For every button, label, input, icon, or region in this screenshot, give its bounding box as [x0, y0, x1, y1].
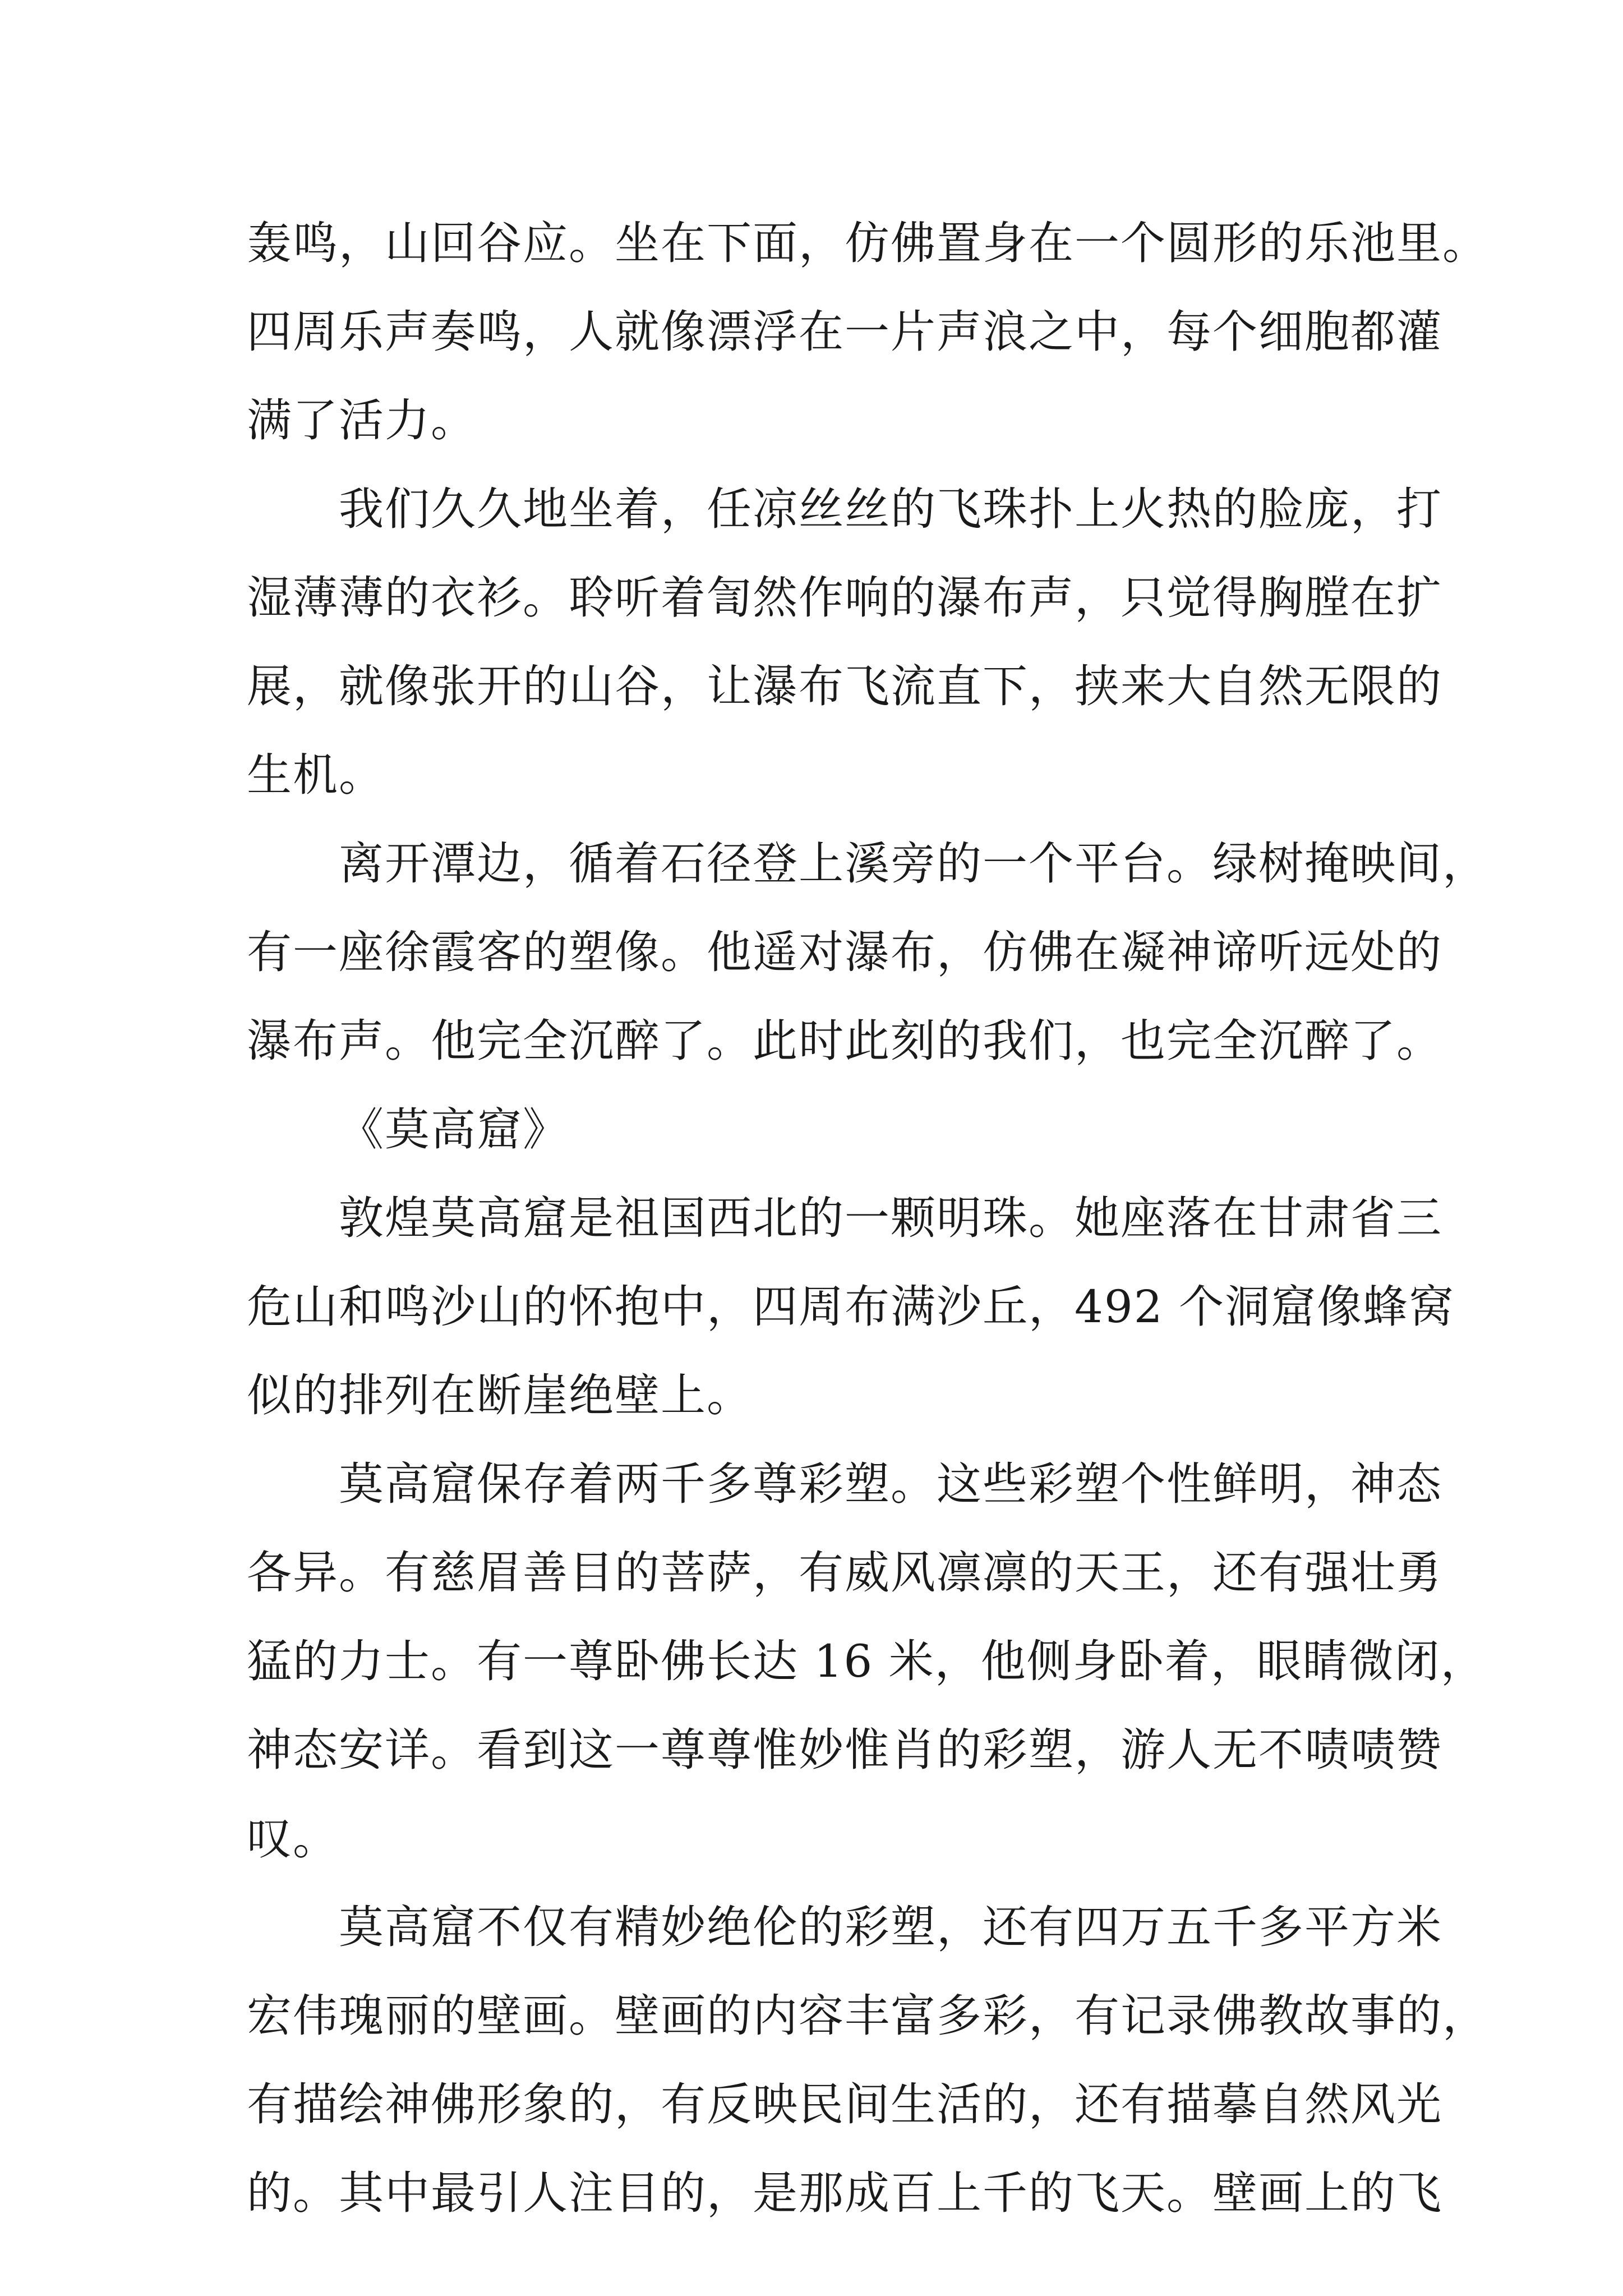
- text-line: 四周乐声奏鸣，人就像漂浮在一片声浪之中，每个细胞都灌: [247, 306, 1442, 358]
- paragraph-first-line: 莫高窟不仅有精妙绝伦的彩塑，还有四万五千多平方米: [339, 1901, 1442, 1953]
- paragraph-first-line: 我们久久地坐着，任凉丝丝的飞珠扑上火热的脸庞，打: [339, 483, 1442, 535]
- text-line: 瀑布声。他完全沉醉了。此时此刻的我们，也完全沉醉了。: [247, 1015, 1442, 1067]
- text-line: 生机。: [247, 749, 385, 801]
- text-line: 有一座徐霞客的塑像。他遥对瀑布，仿佛在凝神谛听远处的: [247, 926, 1442, 978]
- text-line: 叹。: [247, 1812, 339, 1865]
- text-line: 似的排列在断崖绝壁上。: [247, 1369, 753, 1421]
- section-title: 《莫高窟》: [339, 1103, 569, 1156]
- text-line: 危山和鸣沙山的怀抱中，四周布满沙丘，492 个洞窟像蜂窝: [247, 1281, 1455, 1333]
- text-line: 湿薄薄的衣衫。聆听着訇然作响的瀑布声，只觉得胸膛在扩: [247, 572, 1442, 624]
- paragraph-first-line: 莫高窟保存着两千多尊彩塑。这些彩塑个性鲜明，神态: [339, 1458, 1442, 1510]
- text-line: 轰鸣，山回谷应。坐在下面，仿佛置身在一个圆形的乐池里。: [247, 217, 1488, 269]
- text-line: 宏伟瑰丽的壁画。壁画的内容丰富多彩，有记录佛教故事的，: [247, 1990, 1488, 2042]
- text-line: 展，就像张开的山谷，让瀑布飞流直下，挟来大自然无限的: [247, 660, 1442, 712]
- paragraph-first-line: 敦煌莫高窟是祖国西北的一颗明珠。她座落在甘肃省三: [339, 1192, 1442, 1244]
- text-line: 各异。有慈眉善目的菩萨，有威风凛凛的天王，还有强壮勇: [247, 1547, 1442, 1599]
- text-line: 有描绘神佛形象的，有反映民间生活的，还有描摹自然风光: [247, 2078, 1442, 2131]
- text-line: 满了活力。: [247, 394, 477, 447]
- text-line: 神态安详。看到这一尊尊惟妙惟肖的彩塑，游人无不啧啧赞: [247, 1724, 1442, 1776]
- paragraph-first-line: 离开潭边，循着石径登上溪旁的一个平台。绿树掩映间，: [339, 838, 1488, 890]
- text-line: 的。其中最引人注目的，是那成百上千的飞天。壁画上的飞: [247, 2167, 1442, 2219]
- text-line: 猛的力士。有一尊卧佛长达 16 米，他侧身卧着，眼睛微闭，: [247, 1635, 1487, 1687]
